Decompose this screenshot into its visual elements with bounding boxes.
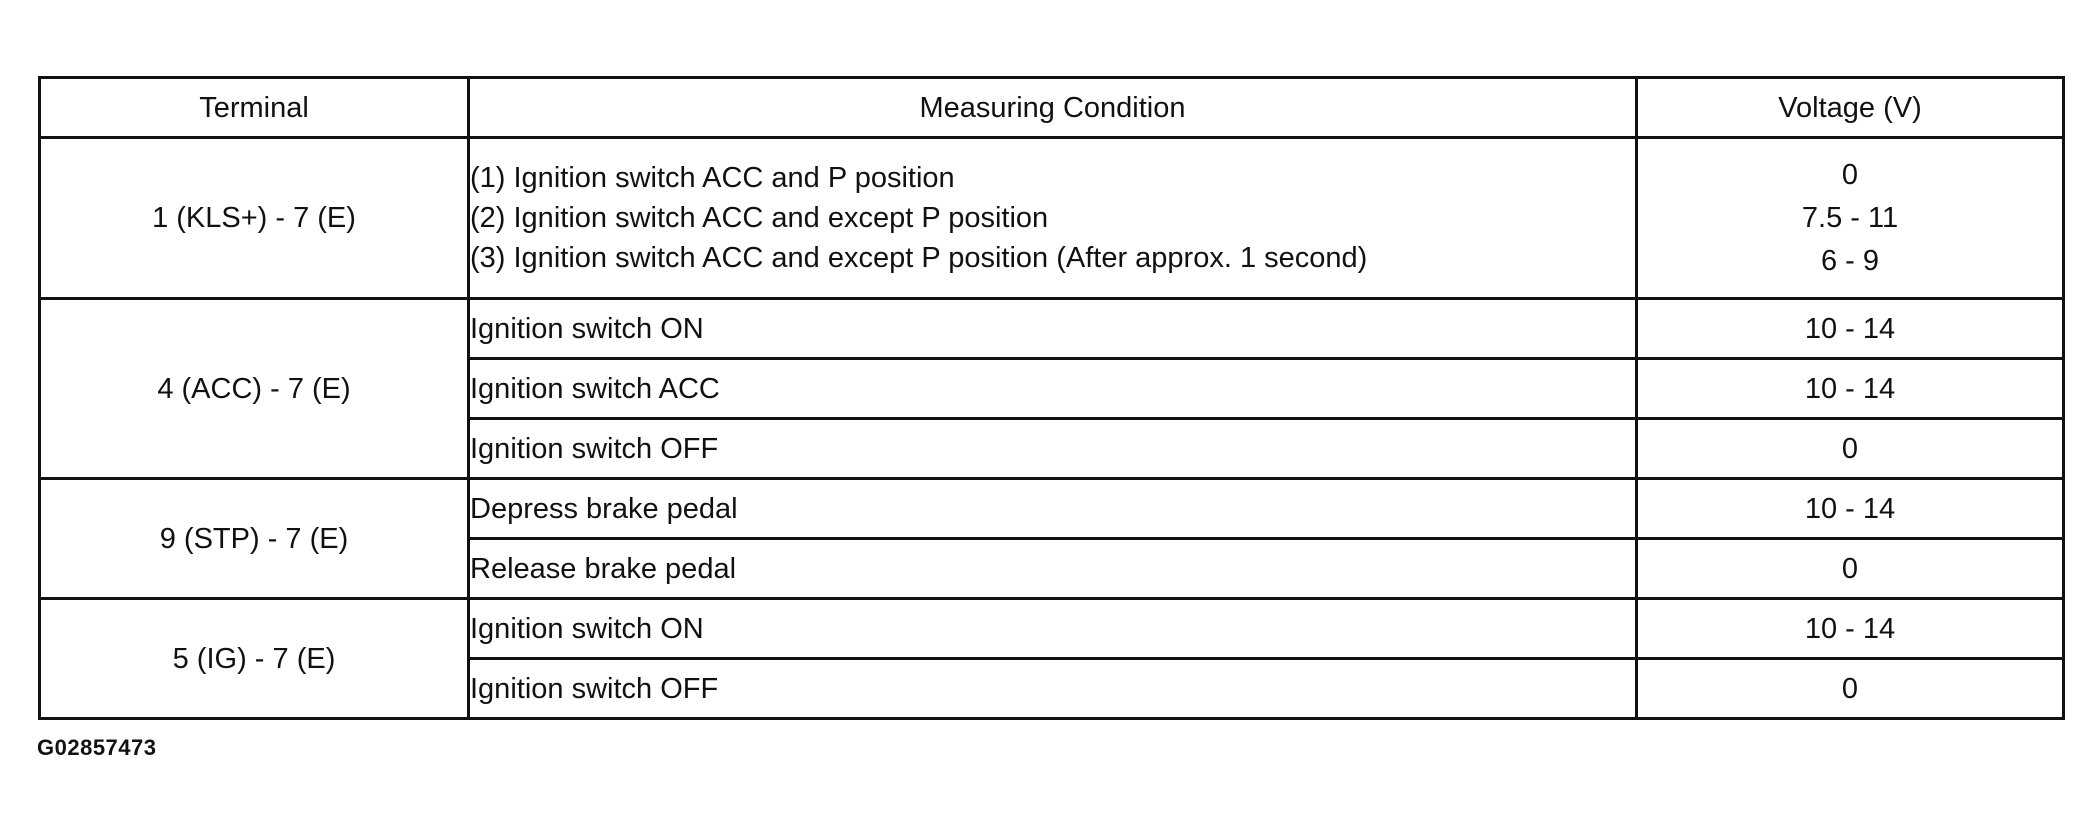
condition-cell <box>469 138 1637 299</box>
header-measuring-condition: Measuring Condition <box>469 78 1637 138</box>
condition-cell: Ignition switch OFF <box>469 659 1637 719</box>
terminal-cell: 4 (ACC) - 7 (E) <box>40 299 469 479</box>
condition-cell: Ignition switch ON <box>469 299 1637 359</box>
condition-line: (2) Ignition switch ACC and except P position <box>470 202 1049 234</box>
terminal-cell: 1 (KLS+) - 7 (E) <box>40 138 469 299</box>
voltage-cell: 10 - 14 <box>1637 479 2064 539</box>
voltage-cell: 10 - 14 <box>1637 299 2064 359</box>
voltage-cell <box>1637 138 2064 299</box>
condition-line: (3) Ignition switch ACC and except P position (After approx. 1 second) <box>470 242 1368 274</box>
voltage-line: 0 <box>1841 158 1859 191</box>
figure-id: G02857473 <box>37 735 157 760</box>
terminal-voltage-table <box>38 76 2065 720</box>
condition-cell: Ignition switch ON <box>469 599 1637 659</box>
table-row <box>40 299 2064 359</box>
voltage-cell: 0 <box>1637 539 2064 599</box>
table-row <box>40 138 2064 299</box>
condition-cell: Ignition switch ACC <box>469 359 1637 419</box>
header-voltage: Voltage (V) <box>1637 78 2064 138</box>
voltage-cell: 0 <box>1637 419 2064 479</box>
voltage-cell: 10 - 14 <box>1637 359 2064 419</box>
terminal-cell: 9 (STP) - 7 (E) <box>40 479 469 599</box>
table-row <box>40 479 2064 539</box>
voltage-cell: 0 <box>1637 659 2064 719</box>
header-row <box>40 78 2064 138</box>
voltage-line: 7.5 - 11 <box>1801 201 1899 234</box>
table-row <box>40 599 2064 659</box>
table-body <box>40 138 2064 719</box>
header-terminal: Terminal <box>40 78 469 138</box>
voltage-cell: 10 - 14 <box>1637 599 2064 659</box>
condition-cell: Release brake pedal <box>469 539 1637 599</box>
condition-cell: Depress brake pedal <box>469 479 1637 539</box>
terminal-cell: 5 (IG) - 7 (E) <box>40 599 469 719</box>
condition-cell: Ignition switch OFF <box>469 419 1637 479</box>
condition-line: (1) Ignition switch ACC and P position <box>470 162 955 194</box>
voltage-line: 6 - 9 <box>1820 244 1880 277</box>
table-header <box>40 78 2064 138</box>
